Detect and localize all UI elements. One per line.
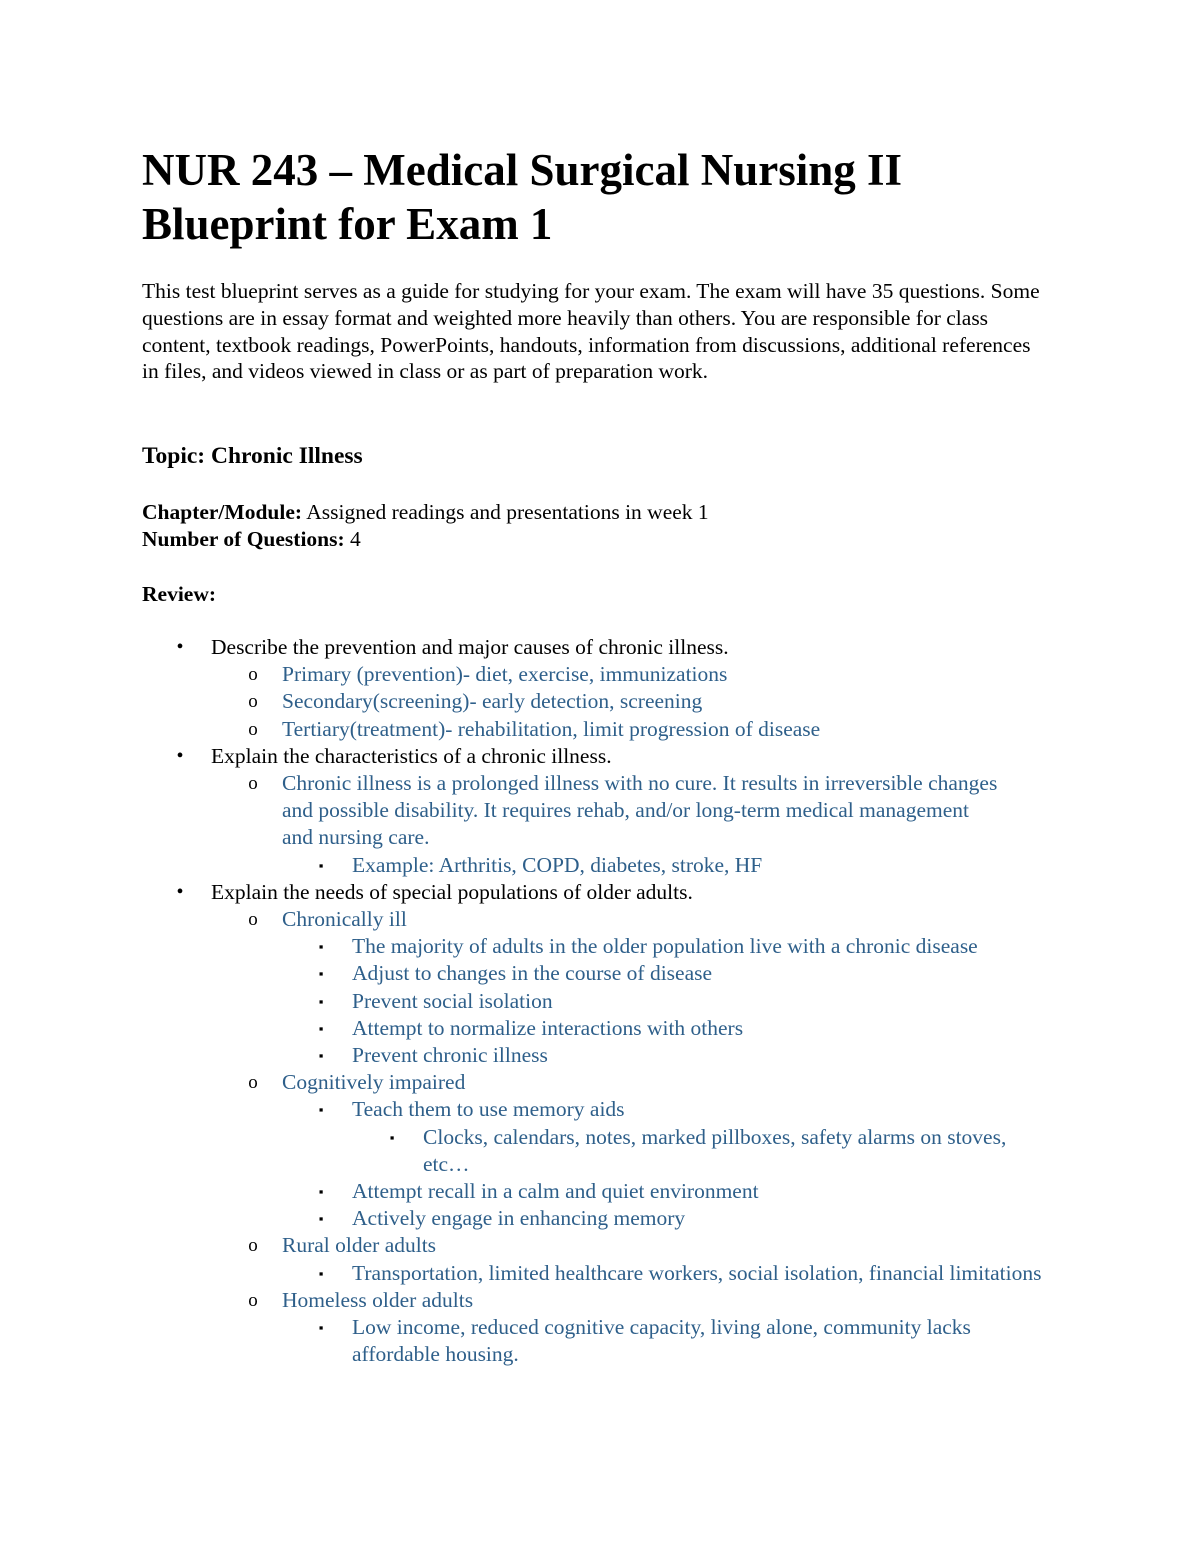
- bullet-icon: o: [248, 718, 258, 740]
- outline-item-level-2: [0, 716, 1200, 743]
- bullet-icon: ▪: [318, 857, 324, 873]
- outline-item-text: Cognitively impaired: [282, 1070, 466, 1095]
- outline-item-level-1: [0, 879, 1200, 906]
- chapter-label: Chapter/Module:: [142, 500, 303, 524]
- intro-paragraph: This test blueprint serves as a guide for studying for your exam. The exam will have 35 questions. Some questions are in essay format and weighted more heavily than others. You are responsible for class content, textbook readings, PowerPoints, handouts, information from discussions, additional references in files, and videos viewed in class or as part of preparation work.: [142, 279, 1040, 384]
- outline-item-text: The majority of adults in the older population live with a chronic disease: [352, 934, 978, 959]
- outline-item-level-1: [0, 743, 1200, 770]
- outline-item-text: Prevent chronic illness: [352, 1043, 548, 1068]
- outline-item-text: Primary (prevention)- diet, exercise, immunizations: [282, 662, 728, 687]
- outline-item-text: Homeless older adults: [282, 1287, 474, 1312]
- outline-item-text: Attempt recall in a calm and quiet environment: [352, 1179, 759, 1204]
- bullet-icon: ▪: [318, 966, 324, 982]
- topic-meta: [142, 499, 709, 553]
- chapter-row: [142, 499, 709, 526]
- outline-item-level-3: [0, 988, 1200, 1015]
- outline-item-level-3: [0, 1314, 1200, 1368]
- outline-item-level-2: [0, 1287, 1200, 1314]
- outline-item-text: Secondary(screening)- early detection, screening: [282, 689, 703, 714]
- outline-item-text: Low income, reduced cognitive capacity, living alone, community lacks affordable housing.: [352, 1315, 971, 1367]
- outline-item-level-3: [0, 1260, 1200, 1287]
- bullet-icon: o: [248, 664, 258, 686]
- outline-item-text: Chronically ill: [282, 907, 407, 932]
- questions-label: Number of Questions:: [142, 527, 345, 551]
- outline-item-text: Describe the prevention and major causes of chronic illness.: [211, 635, 729, 659]
- outline-item-level-3: [0, 1042, 1200, 1069]
- outline-item-text: Attempt to normalize interactions with others: [352, 1015, 744, 1040]
- bullet-icon: ▪: [318, 1320, 324, 1336]
- page-title: [142, 143, 1102, 251]
- outline-item-text: Example: Arthritis, COPD, diabetes, stroke, HF: [352, 852, 763, 877]
- outline-item-level-3: [0, 852, 1200, 879]
- outline-item-level-1: [0, 634, 1200, 661]
- bullet-icon: ▪: [318, 1048, 324, 1064]
- questions-row: [142, 526, 709, 553]
- outline-item-level-3: [0, 1205, 1200, 1232]
- outline-item-level-3: [0, 960, 1200, 987]
- outline-item-text: Clocks, calendars, notes, marked pillboxes, safety alarms on stoves, etc…: [423, 1124, 1007, 1176]
- outline-item-text: Rural older adults: [282, 1233, 437, 1258]
- bullet-icon: •: [176, 744, 184, 767]
- outline-item-text: Teach them to use memory aids: [352, 1097, 625, 1122]
- bullet-icon: ▪: [318, 993, 324, 1009]
- outline-item-level-3: [0, 933, 1200, 960]
- bullet-icon: o: [248, 1072, 258, 1094]
- bullet-icon: o: [248, 1289, 258, 1311]
- outline-item-text: Explain the needs of special populations of older adults.: [211, 879, 693, 904]
- outline-item-level-2: [0, 770, 1200, 852]
- questions-value: 4: [344, 527, 361, 551]
- outline-item-text: Actively engage in enhancing memory: [352, 1206, 686, 1231]
- bullet-icon: o: [248, 773, 258, 795]
- bullet-icon: •: [176, 880, 184, 903]
- outline-item-level-2: [0, 906, 1200, 933]
- bullet-icon: ▪: [318, 1184, 324, 1200]
- bullet-icon: ▪: [389, 1129, 395, 1145]
- outline-item-level-2: [0, 1069, 1200, 1096]
- outline-item-level-4: [0, 1124, 1200, 1178]
- outline-item-level-3: [0, 1015, 1200, 1042]
- outline-item-level-2: [0, 688, 1200, 715]
- topic-heading: Topic: Chronic Illness: [142, 443, 363, 469]
- outline-item-level-3: [0, 1178, 1200, 1205]
- bullet-icon: o: [248, 1235, 258, 1257]
- bullet-icon: ▪: [318, 1265, 324, 1281]
- review-outline: [0, 634, 1200, 1368]
- bullet-icon: ▪: [318, 1020, 324, 1036]
- outline-item-text: Explain the characteristics of a chronic illness.: [211, 743, 612, 768]
- review-label: Review:: [142, 582, 217, 606]
- title-line-2: Blueprint for Exam 1: [142, 199, 553, 249]
- bullet-icon: ▪: [318, 939, 324, 955]
- outline-item-text: Prevent social isolation: [352, 988, 553, 1013]
- outline-item-text: Adjust to changes in the course of disease: [352, 961, 713, 986]
- outline-item-level-3: [0, 1096, 1200, 1123]
- outline-item-text: Transportation, limited healthcare workers, social isolation, financial limitations: [352, 1260, 1042, 1285]
- chapter-value: Assigned readings and presentations in week 1: [302, 500, 709, 524]
- bullet-icon: ▪: [318, 1211, 324, 1227]
- outline-item-text: Chronic illness is a prolonged illness with no cure. It results in irreversible changes and possible disability. It requires rehab, and/or long-term medical management and nursing care.: [282, 771, 998, 850]
- bullet-icon: o: [248, 909, 258, 931]
- bullet-icon: •: [176, 636, 184, 658]
- outline-item-text: Tertiary(treatment)- rehabilitation, limit progression of disease: [282, 716, 821, 741]
- outline-item-level-2: [0, 661, 1200, 688]
- bullet-icon: ▪: [318, 1102, 324, 1118]
- outline-item-level-2: [0, 1232, 1200, 1259]
- bullet-icon: o: [248, 691, 258, 713]
- title-line-1: NUR 243 – Medical Surgical Nursing II: [142, 145, 903, 195]
